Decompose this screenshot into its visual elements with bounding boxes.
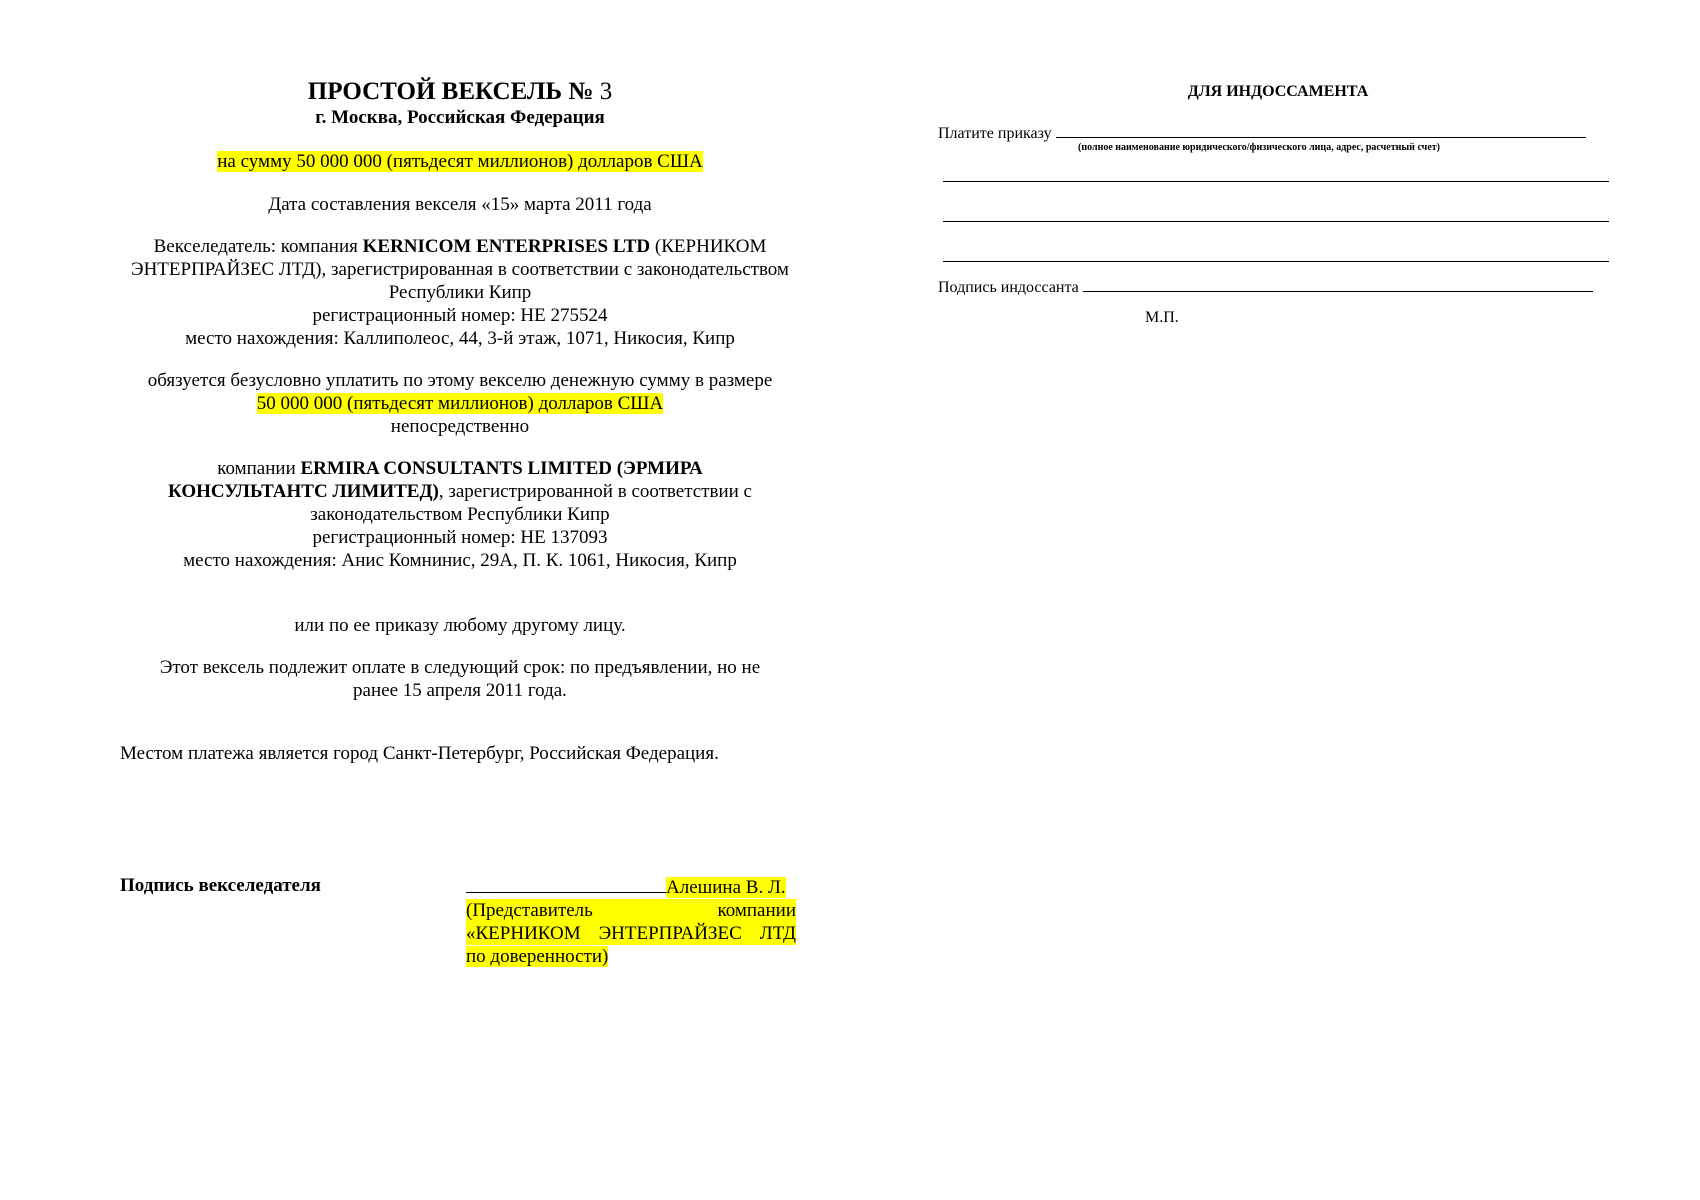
drawer-reg-number: регистрационный номер: НЕ 275524 (312, 305, 608, 326)
endorsement-section (938, 82, 1618, 326)
drawer-address: место нахождения: Каллиполеос, 44, 3-й этаж, 1071, Никосия, Кипр (185, 328, 735, 349)
payee-prefix: компании (217, 458, 296, 479)
endorser-signature-row (938, 276, 1618, 298)
note-city: г. Москва, Российская Федерация (315, 107, 605, 128)
signature-line[interactable] (466, 874, 666, 893)
payee-address: место нахождения: Анис Комнинис, 29А, П. К. 1061, Никосия, Кипр (183, 550, 737, 571)
obligation-tail: непосредственно (390, 416, 530, 437)
pay-to-row (938, 122, 1618, 153)
payee-name: ERMIRA CONSULTANTS LIMITED (ЭРМИРА КОНСУЛЬТАНТС ЛИМИТЕД) (168, 458, 703, 502)
obligation-line: обязуется безусловно уплатить по этому векселю денежную сумму в размере (147, 370, 773, 391)
drawer-block (120, 235, 800, 350)
endorser-signature-label: Подпись индоссанта (938, 279, 1079, 296)
drawer-prefix: Векселедатель: компания (153, 236, 358, 257)
note-title (120, 78, 800, 106)
pay-to-hint: (полное наименование юридического/физического лица, адрес, расчетный счет) (1078, 142, 1440, 153)
obligation-block (120, 369, 800, 438)
drawer-rest: (КЕРНИКОМ ЭНТЕРПРАЙЗЕС ЛТД), зарегистрированная в соответствии с законодательством Республики Кипр (131, 236, 789, 303)
issue-date: Дата составления векселя «15» марта 2011 года (268, 194, 652, 215)
payee-description (120, 457, 800, 526)
signer-role-line1: (Представитель компании (466, 900, 796, 921)
drawer-description (120, 235, 800, 304)
drawer-name: KERNICOM ENTERPRISES LTD (362, 236, 651, 257)
endorser-signature-field[interactable] (1083, 276, 1593, 292)
stamp-label: М.П. (1145, 309, 1179, 326)
signature-label: Подпись векселедателя (120, 875, 321, 896)
term-line: Этот вексель подлежит оплате в следующий срок: по предъявлении, но не ранее 15 апреля 2011 года. (159, 657, 761, 701)
order-line: или по ее приказу любому другому лицу. (294, 615, 626, 636)
amount-highlight: на сумму 50 000 000 (пятьдесят миллионов) долларов США (217, 151, 703, 172)
note-title-prefix: ПРОСТОЙ ВЕКСЕЛЬ № (307, 78, 594, 105)
signature-block (466, 874, 796, 968)
drawer-signature (120, 874, 800, 974)
signer-name: Алешина В. Л. (666, 877, 786, 898)
signer-role-line2: «КЕРНИКОМ ЭНТЕРПРАЙЗЕС ЛТД (466, 923, 796, 944)
promissory-note (120, 78, 800, 765)
payee-rest: , зарегистрированной в соответствии с законодательством Республики Кипр (310, 481, 752, 525)
note-number: 3 (599, 78, 613, 105)
obligation-amount: 50 000 000 (пятьдесят миллионов) долларов США (256, 393, 664, 414)
amount-line (120, 150, 800, 173)
payee-reg-number: регистрационный номер: НЕ 137093 (312, 527, 608, 548)
payee-block (120, 457, 800, 572)
pay-to-label: Платите приказу (938, 125, 1052, 142)
endorsement-title: ДЛЯ ИНДОССАМЕНТА (1187, 83, 1369, 100)
pay-to-field[interactable] (1056, 122, 1586, 138)
signer-role-line3: по доверенности) (466, 946, 609, 967)
place-of-payment: Местом платежа является город Санкт-Петербург, Российская Федерация. (120, 743, 719, 764)
